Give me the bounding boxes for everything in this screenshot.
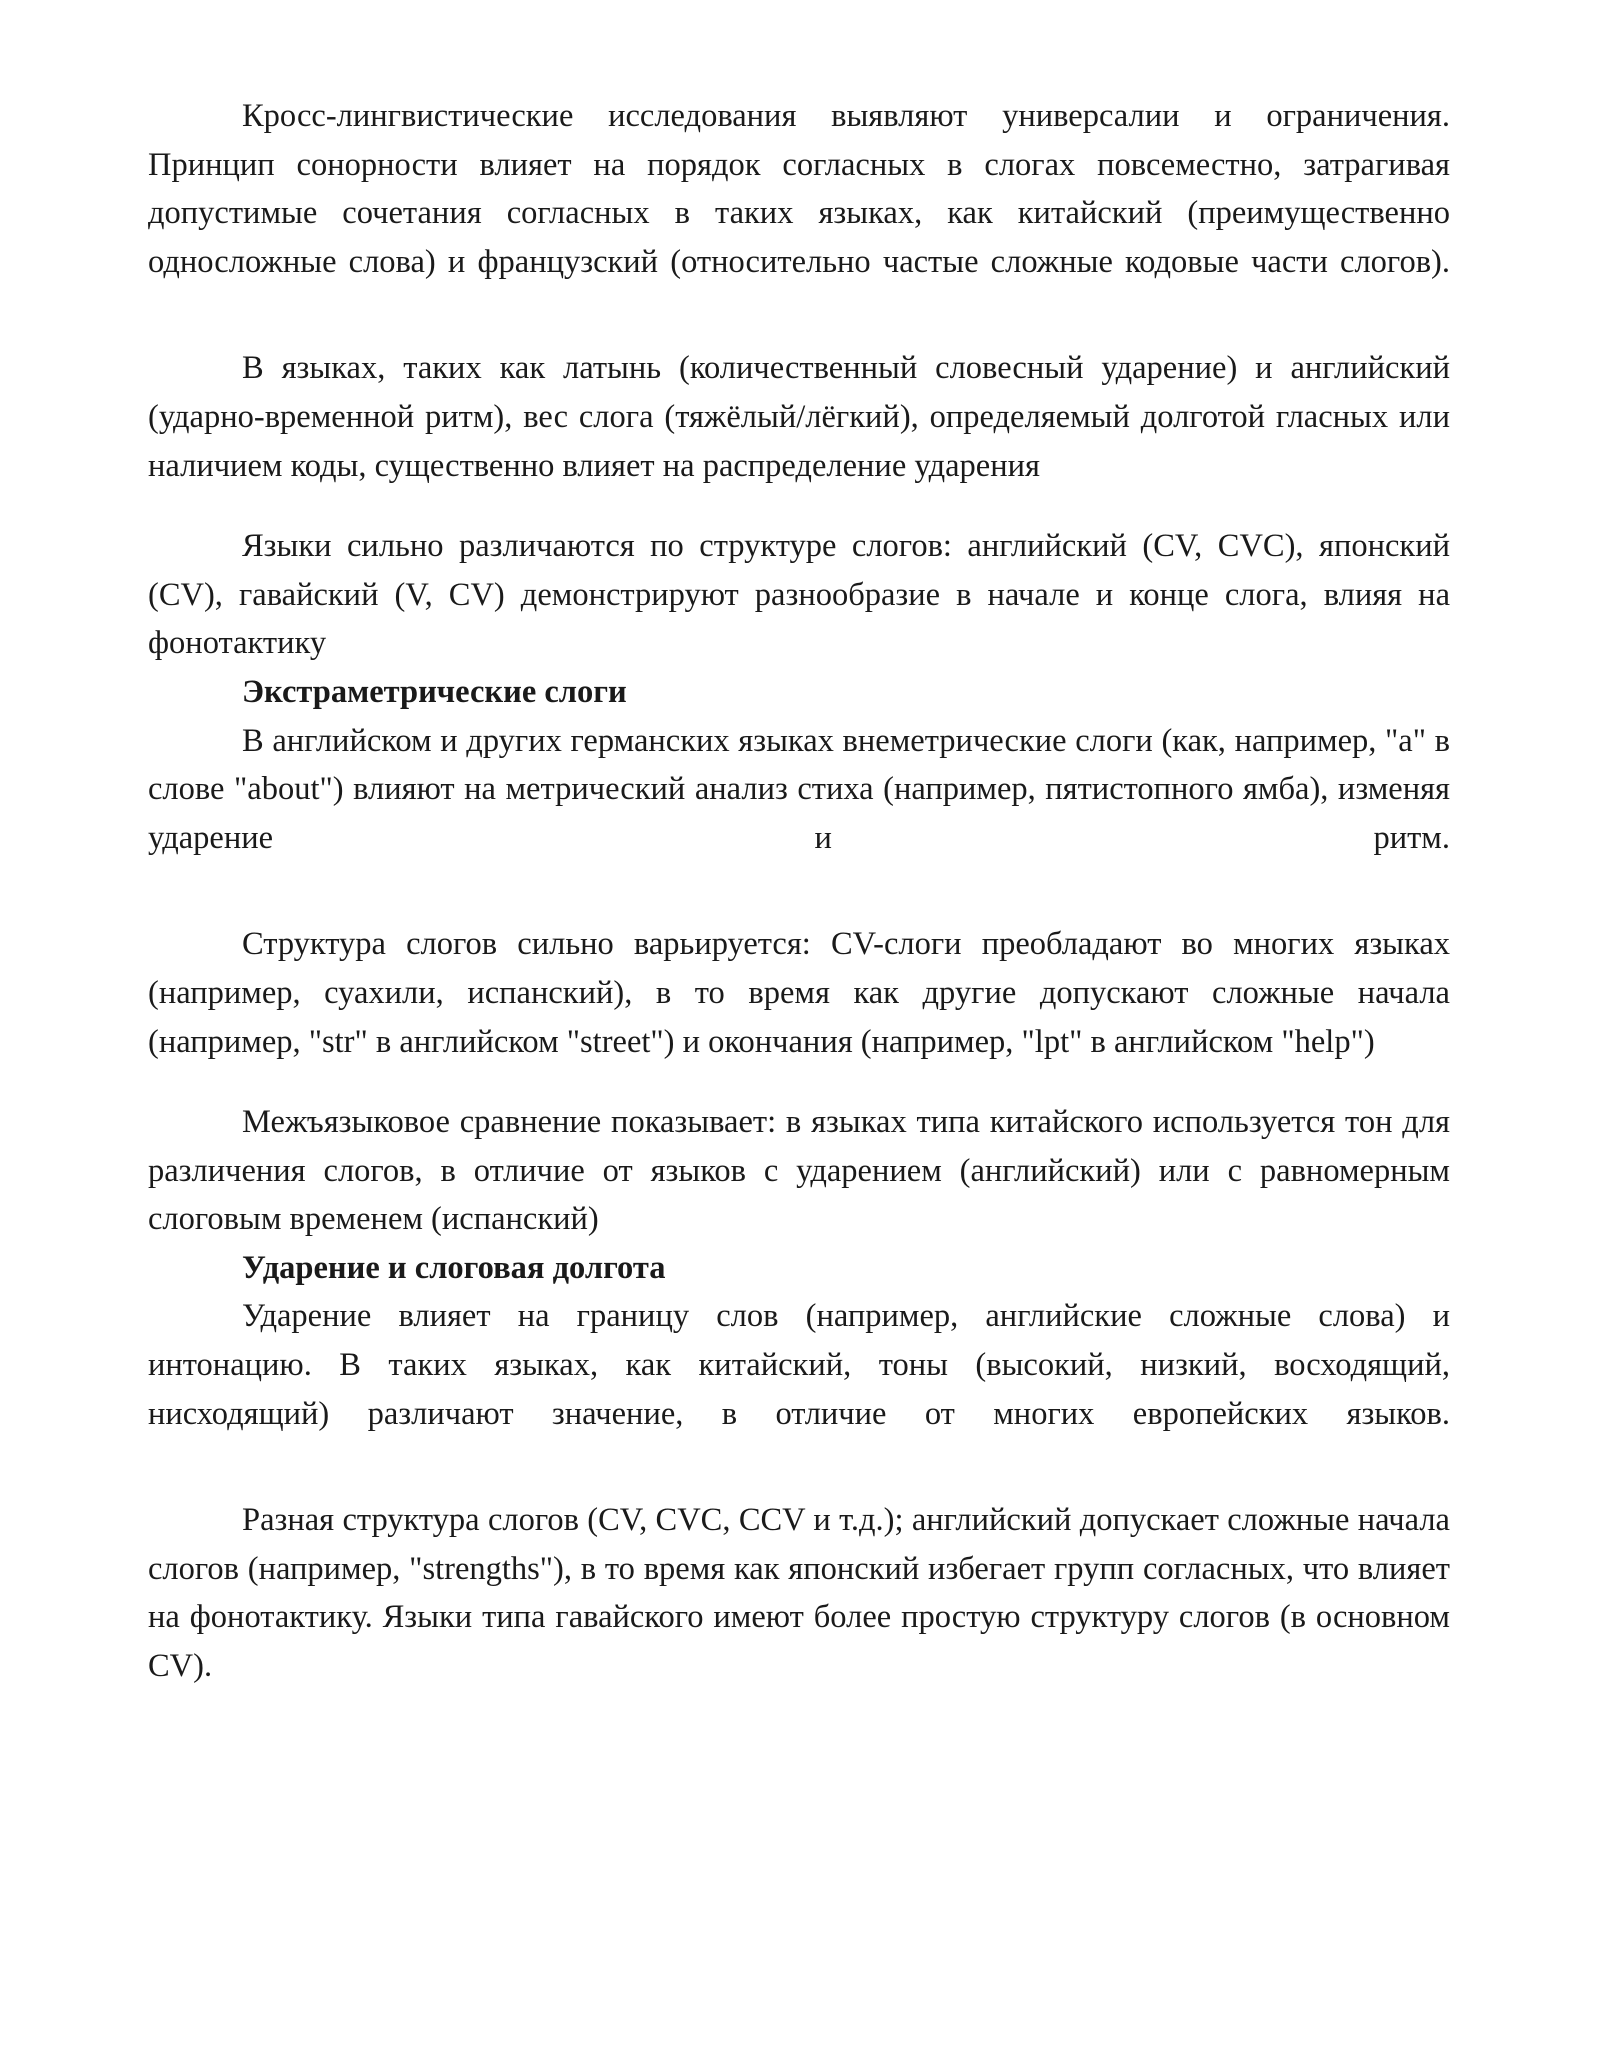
heading-extrametrical-syllables: Экстраметрические слоги — [242, 673, 627, 710]
paragraph-different-structure: Разная структура слогов (CV, CVC, CCV и т.д.); английский допускает сложные начала слогов (например, "strengths"), в то время как японский избегает групп согласных, что влияет на фонотактику. Языки типа гавайского имеют более простую структуру слогов (в основном CV). — [148, 1502, 1450, 1685]
paragraph-structure-varies: Структура слогов сильно варьируется: CV-слоги преобладают во многих языках (например, суахили, испанский), в то время как другие допускают сложные начала (например, "str" в английском "street") и окончания (например, "lpt" в английском "help") — [148, 926, 1450, 1060]
paragraph-extrametrical: В английском и других германских языках внеметрические слоги (как, например, "a" в слове "about") влияют на метрический анализ стиха (например, пятистопного ямба), изменяя ударение и ритм. — [148, 722, 1450, 856]
paragraph-syllable-structure-languages: Языки сильно различаются по структуре слогов: английский (CV, CVC), японский (CV), гавайский (V, CV) демонстрируют разнообразие в начале и конце слога, влияя на фонотактику — [148, 528, 1450, 662]
document-page — [148, 92, 1450, 1691]
paragraph-cross-linguistic: Кросс-лингвистические исследования выявляют универсалии и ограничения. Принцип сонорности влияет на порядок согласных в слогах повсеместно, затрагивая допустимые сочетания согласных в таких языках, как китайский (преимущественно односложные слова) и французский (относительно частые сложные кодовые части слогов). — [148, 98, 1450, 280]
heading-stress-and-length: Ударение и слоговая долгота — [242, 1249, 666, 1286]
paragraph-cross-language-comparison: Межъязыковое сравнение показывает: в языках типа китайского используется тон для различения слогов, в отличие от языков с ударением (английский) или с равномерным слоговым временем (испанский) — [148, 1104, 1450, 1238]
paragraph-stress: Ударение влияет на границу слов (например, английские сложные слова) и интонацию. В таких языках, как китайский, тоны (высокий, низкий, восходящий, нисходящий) различают значение, в отличие от многих европейских языков. — [148, 1298, 1450, 1432]
paragraph-syllable-weight: В языках, таких как латынь (количественный словесный ударение) и английский (ударно-временной ритм), вес слога (тяжёлый/лёгкий), определяемый долготой гласных или наличием коды, существенно влияет на распределение ударения — [148, 350, 1450, 484]
